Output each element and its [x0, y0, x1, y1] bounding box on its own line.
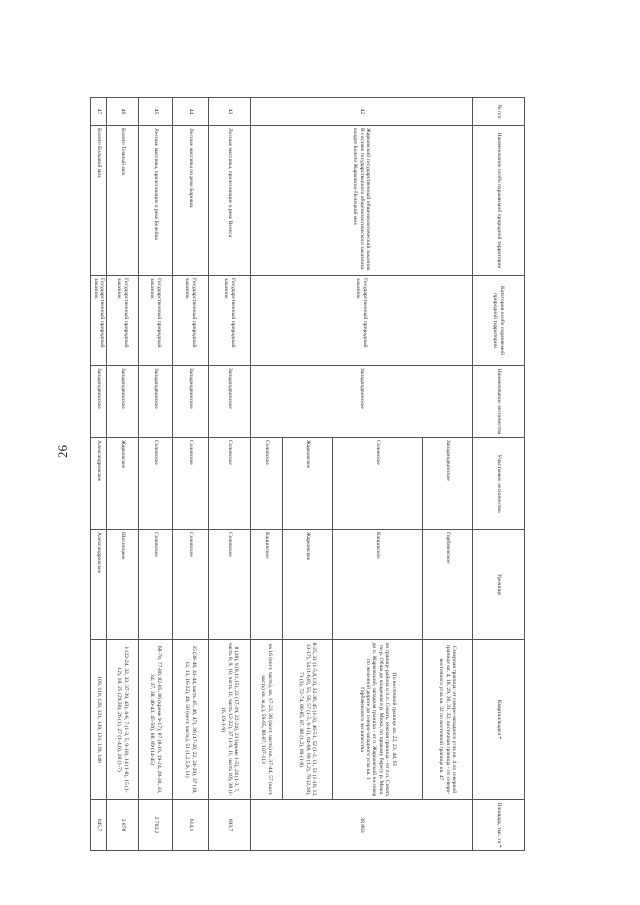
row-area: 693,7 [209, 800, 251, 851]
row-district: Соловское [139, 438, 173, 530]
row-category: Государственный природный заказник [173, 276, 209, 366]
row-district: Соловское [209, 438, 251, 530]
header-number: № п/п [473, 98, 525, 126]
row-category: Государственный природный заказник [107, 276, 139, 366]
row-blocks: Северная граница: от северо-западного угла кв. 4 по северной границе кв. 4, 18, 29, 30, 31, 32; восточная граница - от северо-восточного угла кв. 32 по восточной границе кв. 47 [423, 640, 473, 800]
row-forestry: Западнодвинское [91, 366, 107, 438]
row-blocks: 8 (28), 9 (8,11,15), 22 (17-19, 22-24), 23 (кроме 1-5), 24 (1-3, 7, часть 8, 9, 10, часть 11, часть 12-22), 37 (1-9, 11, часть 10), 38 (1-16, 19-1-9) [209, 640, 251, 800]
header-tract: Урочище [473, 530, 525, 640]
row-tract: Жарковское [283, 530, 333, 640]
table-row [173, 98, 209, 851]
row-blocks: 109, 110, 120, 121, 130, 131, 139, 140 [91, 640, 107, 800]
row-name: Болото Темный мох [107, 126, 139, 276]
table-row [139, 98, 173, 851]
row-blocks: 1 (22-24, 32, 33, 37-39, 43), 4-6, 7 (1-3, 5, 9-10), 14 (1-8), 15 (1-12), 18, 25 (29,30), 26 (1), 27 (1-4,6), 28 (1-7) [107, 640, 139, 800]
row-tract: Соловское [139, 530, 173, 640]
header-forestry: Наименование лесничества [473, 366, 525, 438]
row-district: Западнодвинское [423, 438, 473, 530]
row-district: Соловское [251, 438, 283, 530]
table-row [107, 98, 139, 851]
row-blocks: 35 (38-40, 41-44, часть 45, 46, 47), 36 (17-20, 22, 24-29), 37 (10, 12, 13, 16-22), 49, 50 (вост. часть), 51 (1,2,5,9, 11) [173, 640, 209, 800]
row-tract: Кащинское [333, 530, 423, 640]
row-number: 42 [251, 98, 473, 126]
row-forestry: Западнодвинское [173, 366, 209, 438]
row-name: Жарковский государственный общезоологический заказник В составе государственного общезоологического заказника входит Болото Жарковско-Пелецкий мох [251, 126, 473, 276]
row-tract: Соловское [173, 530, 209, 640]
row-forestry: Западнодвинское [107, 366, 139, 438]
row-district: Жарковское [107, 438, 139, 530]
row-number: 47 [91, 98, 107, 126]
row-number: 46 [107, 98, 139, 126]
header-name: Наименование особо охраняемой природной территории [473, 126, 525, 276]
row-blocks: кв 16 (вост. часть), кв. 17-23, 36 (вост. часть) кв. 37-44, 57 (вост. часть) кв. ж.д.), 59-65, 80-87, 107-113 [251, 640, 283, 800]
row-forestry: Западнодвинское [139, 366, 173, 438]
row-area: 614,1 [173, 800, 209, 851]
row-name: Лесные массивы, прилегающие к реке Велеса [209, 126, 251, 276]
row-forestry: Западнодвинское [251, 366, 473, 438]
row-tract: Александровское [91, 530, 107, 640]
header-blocks: Квартал/выдел * [473, 640, 525, 800]
table-row [209, 98, 251, 851]
row-name: Лесные массивы, прилегающие к реке Белейка [139, 126, 173, 276]
row-name: Болото Большой мох [91, 126, 107, 276]
header-category: Категория особо охраняемой природной территории [473, 276, 525, 366]
row-number: 43 [209, 98, 251, 126]
row-district: Жарковское [283, 438, 333, 530]
row-tract: Кащинское [251, 530, 283, 640]
row-area: 645,7 [91, 800, 107, 851]
row-tract: Соловское [209, 530, 251, 640]
row-number: 44 [173, 98, 209, 126]
row-number: 45 [139, 98, 173, 126]
row-district: Александровское [91, 438, 107, 530]
row-tract: Шесницкое [107, 530, 139, 640]
protected-areas-table [90, 97, 525, 851]
header-district: Участковое лесничество [473, 438, 525, 530]
landscape-table-container [94, 97, 525, 850]
row-category: Государственный природный заказник [139, 276, 173, 366]
row-category: Государственный природный заказник [91, 276, 107, 366]
page-number: 26 [55, 445, 70, 458]
table-row [91, 98, 107, 851]
header-area: Площадь, тыс. га * [473, 800, 525, 851]
row-area: 2 703,2 [139, 800, 173, 851]
row-blocks: 8-25, 31 (1-5,8,13), 32-36, 45 (1-3), 46-51, 52 (1-2, 11, 51 (1-10, 12, 13-17), 54 (1-6,8), 55, 56, 57 (1-5, 6-11), 64-68, 69 (1,2), 70 (2,18), 71 (3), 72-74, 80-85, 87, 88 (1,2), 89 (1-8) [283, 640, 333, 800]
row-category: Государственный природный заказник [251, 276, 473, 366]
row-blocks: По восточной границе кв. 22, 23, 44, 65 по границе района и п.п. Сокоть, южная граница - от п.п. Сокоть по р. Обша до впадения в р. Межа, по правому берегу р. Межа до п. Жарковский, западная граница - от п. Жарковский на север по железной дороге до северо-западного угла кв. 1 Горбачевского лесничества [333, 640, 423, 800]
row-district: Соловское [173, 438, 209, 530]
row-blocks: 68-70, 77-80, 82-85, 86 (кроме 9-17), 87 (8-16, 19-24, 28-30, 33, 34, 37, 38, 40-43, 45-50), 88, 89 (14-45) [139, 640, 173, 800]
table-row [423, 98, 473, 851]
row-forestry: Западнодвинское [209, 366, 251, 438]
row-name: Лесные массивы по реке Боровка [173, 126, 209, 276]
row-area: 2 878 [107, 800, 139, 851]
row-area: 38 863 [251, 800, 473, 851]
table-header-row [473, 98, 525, 851]
row-tract: Горбачевское [423, 530, 473, 640]
row-category: Государственный природный заказник [209, 276, 251, 366]
row-district: Соловское [333, 438, 423, 530]
